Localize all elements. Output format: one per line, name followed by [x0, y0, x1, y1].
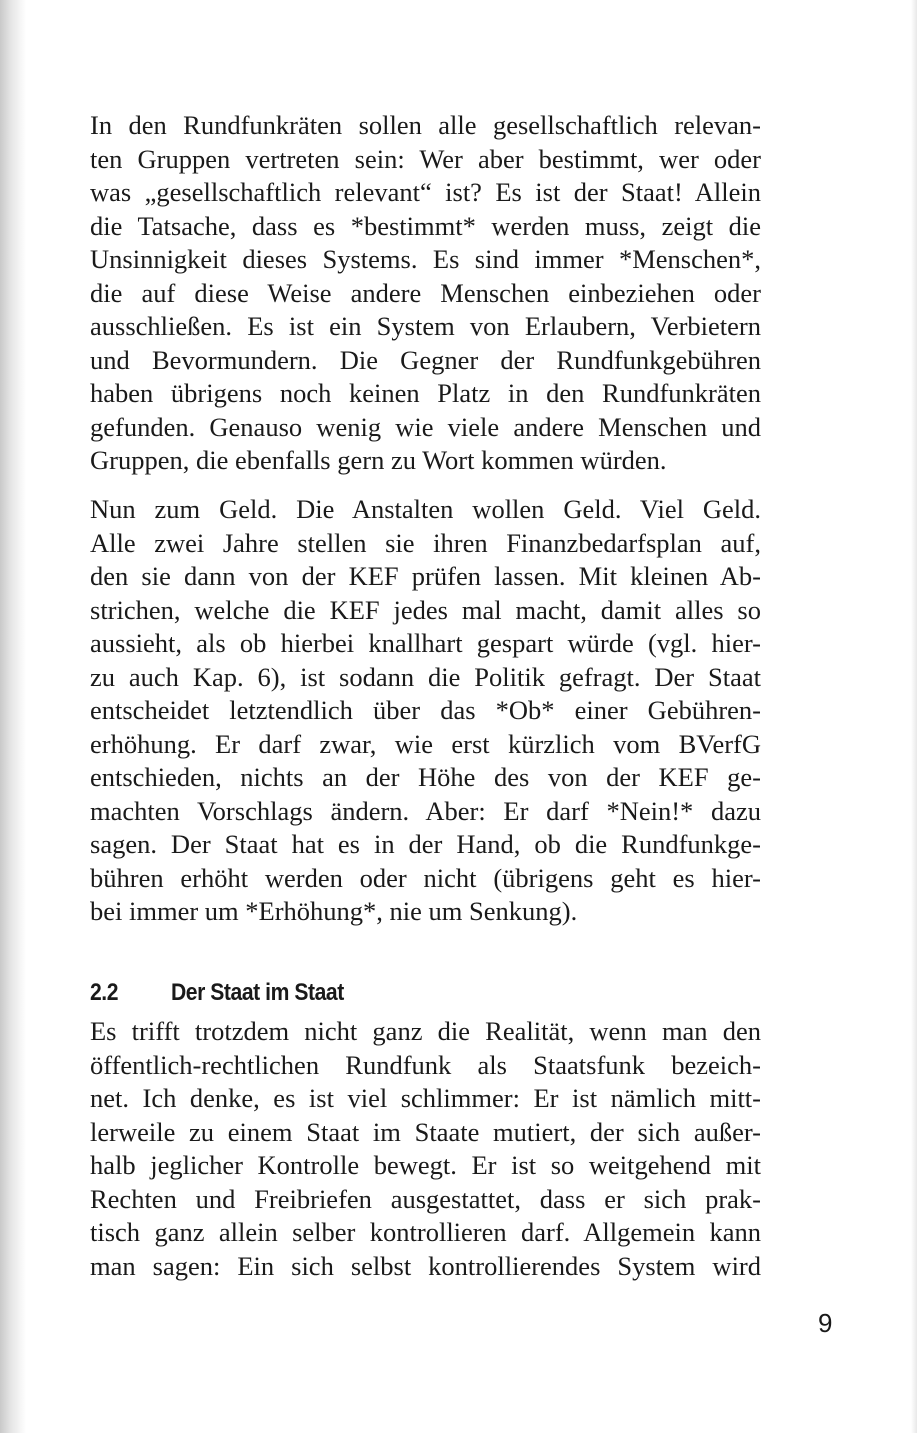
paragraph-rundfunkraete	[90, 109, 761, 478]
text-line: den sie dann von der KEF prüfen lassen. Mit kleinen Ab-	[90, 561, 761, 591]
text-line: was „gesellschaftlich relevant“ ist? Es ist der Staat! Allein	[90, 177, 761, 207]
text-line: haben übrigens noch keinen Platz in den Rundfunkräten	[90, 378, 761, 408]
paragraph-geld	[90, 493, 761, 929]
text-line: die auf diese Weise andere Menschen einbeziehen oder	[90, 277, 761, 308]
text-line: öffentlich-rechtlichen Rundfunk als Staatsfunk bezeich-	[90, 1049, 761, 1080]
page-binding-shadow	[0, 0, 26, 1433]
text-line: aussieht, als ob hierbei knallhart gespart würde (vgl. hier-	[90, 628, 761, 658]
text-line: Rechten und Freibriefen ausgestattet, dass er sich prak-	[90, 1183, 761, 1214]
text-line: Gruppen, die ebenfalls gern zu Wort kommen würden.	[90, 445, 667, 475]
text-line: zu auch Kap. 6), ist sodann die Politik gefragt. Der Staat	[90, 661, 761, 692]
text-line: bei immer um *Erhöhung*, nie um Senkung).	[90, 896, 578, 926]
text-line: strichen, welche die KEF jedes mal macht, damit alles so	[90, 594, 761, 625]
text-line: Nun zum Geld. Die Anstalten wollen Geld. Viel Geld.	[90, 494, 761, 524]
text-line: die Tatsache, dass es *bestimmt* werden muss, zeigt die	[90, 210, 761, 241]
text-line: tisch ganz allein selber kontrollieren darf. Allgemein kann	[90, 1217, 761, 1247]
section-number: 2.2	[90, 979, 119, 1006]
page-edge-shadow	[911, 0, 917, 1433]
text-line: In den Rundfunkräten sollen alle gesellschaftlich relevan-	[90, 110, 761, 140]
section-title: Der Staat im Staat	[170, 979, 344, 1006]
text-line: halb jeglicher Kontrolle bewegt. Er ist so weitgehend mit	[90, 1150, 761, 1180]
text-line: bühren erhöht werden oder nicht (übrigens geht es hier-	[90, 862, 761, 893]
text-line: man sagen: Ein sich selbst kontrollierendes System wird	[90, 1250, 761, 1281]
text-line: Alle zwei Jahre stellen sie ihren Finanzbedarfsplan auf,	[90, 527, 761, 558]
text-line: ten Gruppen vertreten sein: Wer aber bestimmt, wer oder	[90, 143, 761, 174]
page-number: 9	[818, 1308, 833, 1338]
text-line: Unsinnigkeit dieses Systems. Es sind immer *Menschen*,	[90, 244, 761, 274]
section-heading	[90, 976, 344, 1010]
text-line: machten Vorschlags ändern. Aber: Er darf *Nein!* dazu	[90, 795, 761, 826]
text-line: und Bevormundern. Die Gegner der Rundfunkgebühren	[90, 344, 761, 375]
text-line: net. Ich denke, es ist viel schlimmer: Er ist nämlich mitt-	[90, 1083, 761, 1113]
text-line: gefunden. Genauso wenig wie viele andere Menschen und	[90, 411, 761, 442]
text-line: ausschließen. Es ist ein System von Erlaubern, Verbietern	[90, 311, 761, 341]
text-line: lerweile zu einem Staat im Staate mutiert, der sich außer-	[90, 1116, 761, 1147]
text-line: entschieden, nichts an der Höhe des von der KEF ge-	[90, 762, 761, 792]
text-line: Es trifft trotzdem nicht ganz die Realität, wenn man den	[90, 1016, 761, 1046]
paragraph-staat-im-staat	[90, 1015, 761, 1283]
text-line: sagen. Der Staat hat es in der Hand, ob die Rundfunkge-	[90, 829, 761, 859]
text-line: entscheidet letztendlich über das *Ob* einer Gebühren-	[90, 695, 761, 725]
text-line: erhöhung. Er darf zwar, wie erst kürzlich vom BVerfG	[90, 728, 761, 759]
